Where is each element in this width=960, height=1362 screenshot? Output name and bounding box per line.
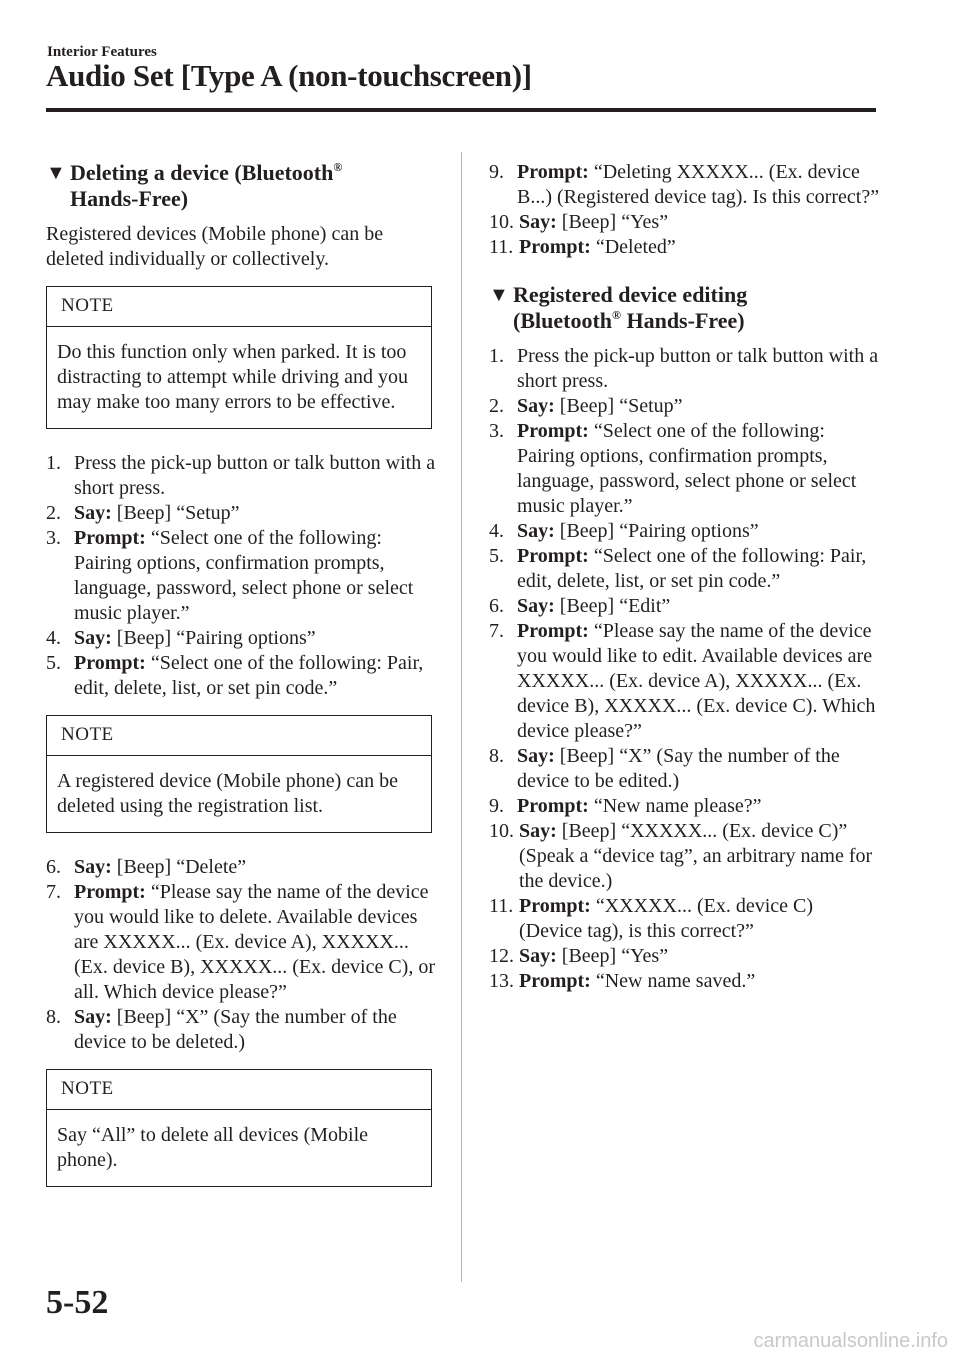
list-item <box>489 619 881 744</box>
step-number: 8. <box>489 745 504 767</box>
list-item <box>489 819 881 894</box>
list-item <box>46 451 438 501</box>
step-text <box>74 626 438 651</box>
step-text <box>74 526 438 626</box>
step-text <box>519 969 881 994</box>
step-number: 3. <box>46 527 61 549</box>
heading-text: Registered device editing <box>513 282 748 307</box>
section-label: Interior Features <box>47 44 157 60</box>
note-box <box>46 715 432 833</box>
page-number: 5-52 <box>46 1284 109 1321</box>
step-label: Say: <box>517 745 555 767</box>
list-item <box>46 501 438 526</box>
list-item <box>489 594 881 619</box>
section-heading-deleting-device <box>46 160 438 212</box>
step-text <box>74 1005 438 1055</box>
step-text <box>74 651 438 701</box>
step-label: Say: <box>517 595 555 617</box>
step-label: Prompt: <box>517 420 589 442</box>
list-item <box>489 544 881 594</box>
step-list <box>46 855 438 1055</box>
step-number: 4. <box>46 627 61 649</box>
step-body: Press the pick-up button or talk button with a short press. <box>74 452 436 499</box>
step-label: Say: <box>74 856 112 878</box>
step-label: Say: <box>517 520 555 542</box>
list-item <box>489 235 881 260</box>
step-list <box>46 451 438 701</box>
step-text <box>519 819 881 894</box>
list-item <box>489 794 881 819</box>
step-number: 2. <box>46 502 61 524</box>
step-label: Say: <box>519 945 557 967</box>
step-label: Prompt: <box>517 620 589 642</box>
step-label: Prompt: <box>74 881 146 903</box>
step-body: [Beep] “Pairing options” <box>111 627 316 649</box>
step-body: “New name please?” <box>588 795 762 817</box>
note-heading: NOTE <box>47 1070 431 1110</box>
step-body: [Beep] “X” (Say the number of the device to be edited.) <box>517 745 840 792</box>
step-number: 7. <box>46 881 61 903</box>
step-body: “Deleting XXXXX... (Ex. device B...) (Registered device tag). Is this correct?” <box>517 161 880 208</box>
step-label: Prompt: <box>519 970 591 992</box>
column-divider <box>461 152 462 1282</box>
list-item <box>46 651 438 701</box>
step-body: “Select one of the following: Pairing options, confirmation prompts, language, password, select phone or select music player.” <box>74 527 414 624</box>
step-body: [Beep] “Setup” <box>111 502 240 524</box>
intro-paragraph: Registered devices (Mobile phone) can be deleted individually or collectively. <box>46 223 384 270</box>
step-text <box>517 160 881 210</box>
step-text <box>74 880 438 1005</box>
step-text <box>519 944 881 969</box>
step-label: Say: <box>517 395 555 417</box>
step-number: 6. <box>46 856 61 878</box>
step-number: 1. <box>489 345 504 367</box>
step-label: Say: <box>74 1006 112 1028</box>
list-item <box>489 744 881 794</box>
section-heading-device-editing <box>489 282 881 334</box>
list-item <box>489 394 881 419</box>
list-item <box>46 1005 438 1055</box>
step-label: Prompt: <box>517 545 589 567</box>
step-text <box>519 894 881 944</box>
step-body: “XXXXX... (Ex. device C) (Device tag), is this correct?” <box>519 895 814 942</box>
step-text <box>74 501 438 526</box>
heading-text-line2-end: Hands-Free) <box>620 308 745 333</box>
note-body: Do this function only when parked. It is too distracting to attempt while driving and you may make too many errors to be effective. <box>57 341 409 413</box>
step-text <box>517 619 881 744</box>
triangle-down-icon: ▼ <box>489 284 509 306</box>
step-number: 13. <box>489 970 514 992</box>
left-column <box>46 160 438 1209</box>
step-text <box>517 394 881 419</box>
list-item <box>489 944 881 969</box>
step-body: “New name saved.” <box>590 970 756 992</box>
step-body: [Beep] “Delete” <box>111 856 247 878</box>
step-text <box>74 855 438 880</box>
step-text <box>74 451 438 501</box>
list-item <box>489 894 881 944</box>
list-item <box>489 210 881 235</box>
step-number: 3. <box>489 420 504 442</box>
step-number: 11. <box>489 895 514 917</box>
watermark: carmanualsonline.info <box>753 1330 948 1352</box>
step-label: Say: <box>74 502 112 524</box>
step-label: Say: <box>519 211 557 233</box>
note-body: A registered device (Mobile phone) can be deleted using the registration list. <box>57 770 398 817</box>
list-item <box>46 855 438 880</box>
step-body: [Beep] “Pairing options” <box>554 520 759 542</box>
step-number: 9. <box>489 161 504 183</box>
step-body: “Please say the name of the device you would like to delete. Available devices are XXXXX... (Ex. device A), XXXXX... (Ex. device B), XXXXX... (Ex. device C), or all. Which device please?” <box>74 881 436 1003</box>
note-box <box>46 1069 432 1187</box>
step-number: 10. <box>489 820 514 842</box>
step-label: Prompt: <box>519 236 591 258</box>
step-number: 11. <box>489 236 514 258</box>
list-item <box>489 160 881 210</box>
list-item <box>489 969 881 994</box>
step-text <box>517 794 881 819</box>
step-text <box>517 419 881 519</box>
list-item <box>489 344 881 394</box>
list-item <box>489 419 881 519</box>
step-body: [Beep] “Yes” <box>556 945 669 967</box>
step-text <box>517 744 881 794</box>
step-list <box>489 344 881 994</box>
step-number: 4. <box>489 520 504 542</box>
step-number: 2. <box>489 395 504 417</box>
step-body: Press the pick-up button or talk button with a short press. <box>517 345 879 392</box>
registered-mark: ® <box>612 308 621 322</box>
note-heading: NOTE <box>47 716 431 756</box>
step-body: [Beep] “XXXXX... (Ex. device C)” (Speak a “device tag”, an arbitrary name for the device.) <box>519 820 873 892</box>
step-text <box>519 210 881 235</box>
step-number: 7. <box>489 620 504 642</box>
step-number: 6. <box>489 595 504 617</box>
note-heading: NOTE <box>47 287 431 327</box>
step-label: Say: <box>519 820 557 842</box>
step-text <box>519 235 881 260</box>
step-number: 8. <box>46 1006 61 1028</box>
step-number: 5. <box>489 545 504 567</box>
step-number: 1. <box>46 452 61 474</box>
heading-text: Deleting a device (Bluetooth <box>70 160 334 185</box>
page-title: Audio Set [Type A (non-touchscreen)] <box>46 58 532 93</box>
step-label: Say: <box>74 627 112 649</box>
step-body: “Select one of the following: Pair, edit, delete, list, or set pin code.” <box>517 545 867 592</box>
step-text <box>517 344 881 394</box>
right-column <box>489 160 881 994</box>
step-body: “Please say the name of the device you would like to edit. Available devices are XXXXX... (Ex. device A), XXXXX... (Ex. device B), XXXXX... (Ex. device C). Which device please?” <box>517 620 876 742</box>
step-label: Prompt: <box>517 161 589 183</box>
header-rule <box>46 108 876 112</box>
step-label: Prompt: <box>74 527 146 549</box>
heading-text-line2: (Bluetooth <box>513 308 612 333</box>
step-list <box>489 160 881 260</box>
step-text <box>517 544 881 594</box>
step-number: 9. <box>489 795 504 817</box>
note-body: Say “All” to delete all devices (Mobile phone). <box>57 1124 369 1171</box>
step-text <box>517 519 881 544</box>
registered-mark: ® <box>333 160 343 174</box>
step-number: 12. <box>489 945 514 967</box>
list-item <box>46 880 438 1005</box>
list-item <box>46 626 438 651</box>
step-body: [Beep] “Edit” <box>554 595 671 617</box>
step-body: “Select one of the following: Pair, edit, delete, list, or set pin code.” <box>74 652 424 699</box>
list-item <box>489 519 881 544</box>
triangle-down-icon: ▼ <box>46 162 66 184</box>
step-body: [Beep] “X” (Say the number of the device to be deleted.) <box>74 1006 397 1053</box>
step-label: Prompt: <box>519 895 591 917</box>
step-number: 5. <box>46 652 61 674</box>
step-body: [Beep] “Yes” <box>556 211 669 233</box>
step-number: 10. <box>489 211 514 233</box>
list-item <box>46 526 438 626</box>
step-text <box>517 594 881 619</box>
step-label: Prompt: <box>517 795 589 817</box>
step-body: “Select one of the following: Pairing options, confirmation prompts, language, password, select phone or select music player.” <box>517 420 857 517</box>
step-body: [Beep] “Setup” <box>554 395 683 417</box>
heading-text-line2: Hands-Free) <box>70 186 189 211</box>
note-box <box>46 286 432 429</box>
step-body: “Deleted” <box>590 236 676 258</box>
step-label: Prompt: <box>74 652 146 674</box>
